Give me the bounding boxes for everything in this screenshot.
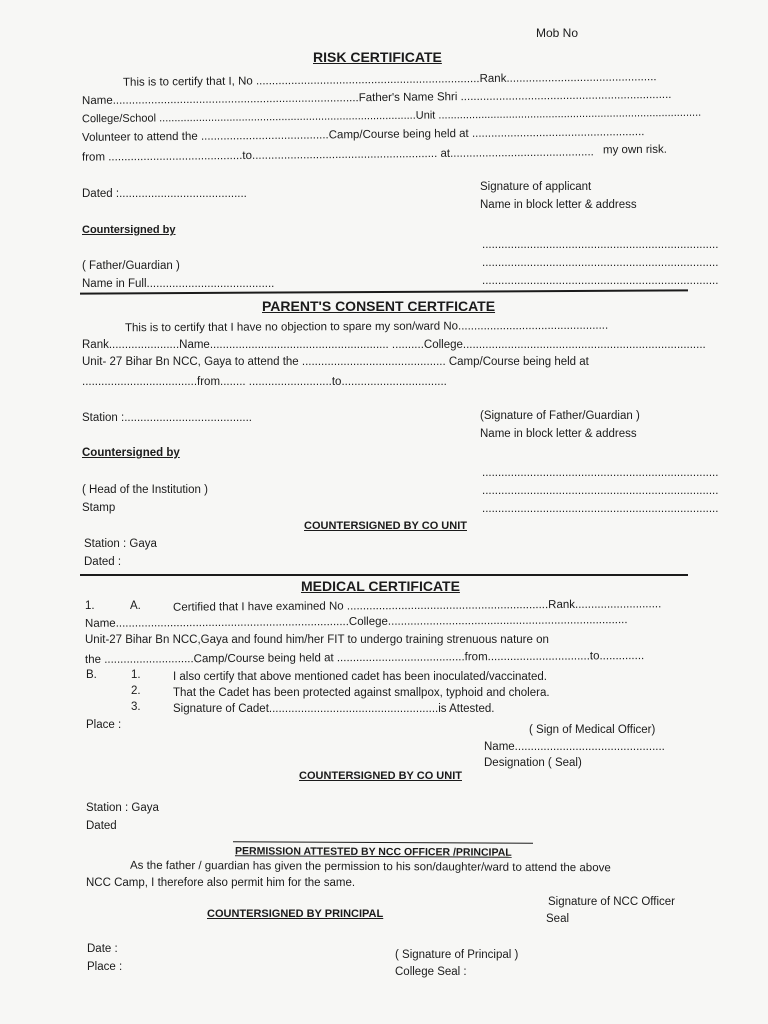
parent-station: Station :........................................ bbox=[82, 412, 252, 424]
medical-officer-designation: Designation ( Seal) bbox=[484, 757, 582, 769]
risk-line-5: from ..........................................to.......................................................... at............................................. bbox=[81, 146, 594, 164]
risk-line-3: College/School ....................................................................................Unit ...................................................................................... bbox=[81, 106, 702, 126]
college-seal: College Seal : bbox=[395, 966, 467, 978]
principal-countersigned-heading: COUNTERSIGNED BY PRINCIPAL bbox=[207, 908, 384, 920]
permission-line-2: NCC Camp, I therefore also permit him for the same. bbox=[86, 877, 356, 889]
parent-line-2: Rank......................Name........................................................ ..........College............................................................................ bbox=[82, 339, 706, 351]
permission-place: Place : bbox=[87, 961, 123, 973]
parent-dotted-line-2: .......................................................................... bbox=[482, 485, 719, 497]
parent-dotted-line-3: .......................................................................... bbox=[482, 503, 719, 515]
risk-signature-applicant: Signature of applicant bbox=[480, 181, 592, 193]
parent-co-unit-heading: COUNTERSIGNED BY CO UNIT bbox=[304, 520, 467, 532]
medical-b1-text: I also certify that above mentioned cadet has been inoculated/vaccinated. bbox=[173, 671, 547, 683]
permission-title: PERMISSION ATTESTED BY NCC OFFICER /PRINCIPAL bbox=[234, 845, 512, 859]
permission-date: Date : bbox=[87, 943, 118, 955]
parent-stamp: Stamp bbox=[82, 502, 116, 514]
principal-signature: ( Signature of Principal ) bbox=[395, 949, 519, 961]
medical-dated: Dated bbox=[86, 820, 117, 832]
risk-dotted-line-1: .......................................................................... bbox=[482, 239, 719, 251]
medical-b2-text: That the Cadet has been protected against smallpox, typhoid and cholera. bbox=[173, 687, 550, 699]
medical-b3-number: 3. bbox=[131, 701, 141, 713]
permission-line-1: As the father / guardian has given the permission to his son/daughter/ward to attend the above bbox=[129, 859, 611, 875]
section-divider bbox=[233, 841, 533, 844]
medical-line-2: Name.........................................................................College........................................................................... bbox=[84, 614, 628, 630]
parent-line-1: This is to certify that I have no objection to spare my son/ward No............................................... bbox=[124, 319, 609, 335]
medical-co-unit-heading: COUNTERSIGNED BY CO UNIT bbox=[299, 770, 462, 782]
section-divider bbox=[80, 574, 688, 576]
medical-section-b: B. bbox=[86, 669, 97, 681]
medical-line-4: the ............................Camp/Course being held at ........................................from................................to.............. bbox=[84, 650, 645, 666]
risk-name-in-full: Name in Full........................................ bbox=[82, 278, 275, 290]
medical-b1-number: 1. bbox=[131, 669, 141, 681]
medical-place: Place : bbox=[86, 719, 122, 731]
medical-item-number: 1. bbox=[85, 600, 95, 612]
risk-line-1: This is to certify that I, No ......................................................................Rank............................................... bbox=[122, 71, 657, 89]
mob-no-label: Mob No bbox=[536, 26, 579, 40]
risk-dated: Dated :........................................ bbox=[82, 188, 247, 200]
medical-officer-name: Name............................................... bbox=[484, 741, 665, 753]
ncc-officer-signature: Signature of NCC Officer bbox=[548, 896, 675, 908]
risk-certificate-title: RISK CERTIFICATE bbox=[313, 49, 442, 65]
risk-father-guardian: ( Father/Guardian ) bbox=[82, 260, 180, 272]
ncc-officer-seal: Seal bbox=[546, 913, 570, 925]
risk-countersigned-by: Countersigned by bbox=[82, 224, 176, 236]
parent-dotted-line-1: .......................................................................... bbox=[482, 467, 719, 479]
risk-line-5-end: my own risk. bbox=[602, 143, 667, 157]
parent-line-3: Unit- 27 Bihar Bn NCC, Gaya to attend the ............................................. Camp/Course being held at bbox=[82, 356, 589, 368]
parent-name-block-letter: Name in block letter & address bbox=[480, 428, 637, 440]
parent-line-4: ....................................from........ ..........................to................................. bbox=[82, 376, 447, 388]
risk-line-4: Volunteer to attend the ........................................Camp/Course being held at ...................................................... bbox=[81, 126, 645, 144]
parent-head-institution: ( Head of the Institution ) bbox=[82, 484, 208, 496]
parent-dated: Dated : bbox=[84, 556, 122, 568]
medical-certificate-title: MEDICAL CERTIFICATE bbox=[301, 578, 460, 594]
risk-name-block-letter: Name in block letter & address bbox=[480, 199, 637, 211]
parent-station-gaya: Station : Gaya bbox=[84, 538, 157, 550]
medical-officer-signature: ( Sign of Medical Officer) bbox=[529, 724, 656, 736]
medical-line-1: Certified that I have examined No ...............................................................Rank........................... bbox=[172, 598, 662, 614]
risk-dotted-line-2: .......................................................................... bbox=[482, 257, 719, 269]
parent-countersigned-by: Countersigned by bbox=[82, 447, 180, 459]
risk-line-2: Name.............................................................................Father's Name Shri .................................................................. bbox=[81, 88, 672, 108]
medical-line-3: Unit-27 Bihar Bn NCC,Gaya and found him/her FIT to undergo training strenuous nature on bbox=[85, 634, 549, 646]
medical-b2-number: 2. bbox=[131, 685, 141, 697]
medical-b3-text: Signature of Cadet.....................................................is Attested. bbox=[173, 703, 495, 715]
medical-station-gaya: Station : Gaya bbox=[86, 802, 159, 814]
medical-section-a: A. bbox=[130, 600, 141, 612]
parent-consent-title: PARENT'S CONSENT CERTFICATE bbox=[262, 298, 496, 314]
parent-signature-guardian: (Signature of Father/Guardian ) bbox=[480, 410, 640, 422]
risk-dotted-line-3: .......................................................................... bbox=[482, 275, 719, 287]
